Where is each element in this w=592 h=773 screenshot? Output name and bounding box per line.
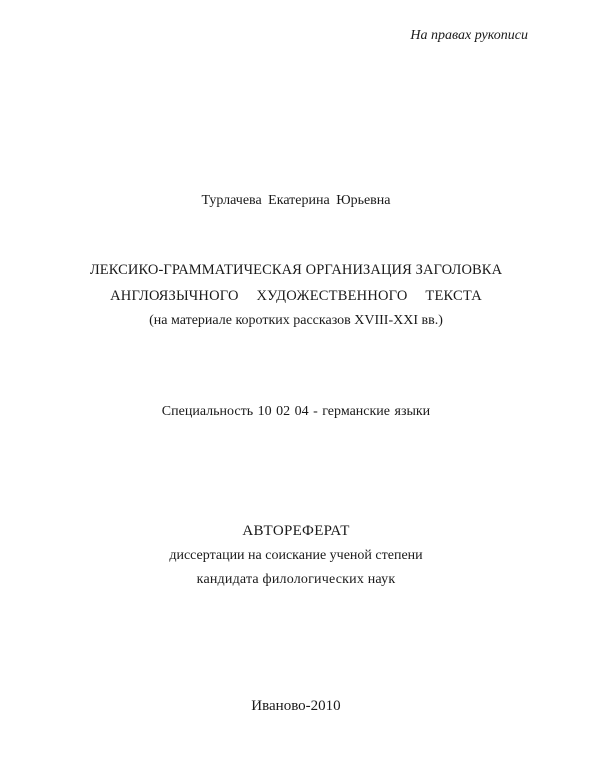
title-line-1: ЛЕКСИКО-ГРАММАТИЧЕСКАЯ ОРГАНИЗАЦИЯ ЗАГОЛОВКА (89, 262, 503, 278)
degree-line-1: диссертации на соискание ученой степени (169, 548, 423, 563)
specialty-line: Специальность 10 02 04 - германские языки (161, 404, 431, 419)
degree-line-2: кандидата филологических наук (196, 572, 396, 587)
author-name: Турлачева Екатерина Юрьевна (201, 193, 391, 208)
title-line-2: АНГЛОЯЗЫЧНОГО ХУДОЖЕСТВЕННОГО ТЕКСТА (110, 288, 482, 304)
title-subtitle: (на материале коротких рассказов XVIII-XXI вв.) (149, 313, 443, 328)
city-year: Иваново-2010 (251, 698, 341, 714)
rights-note: На правах рукописи (410, 28, 528, 43)
document-type: АВТОРЕФЕРАТ (242, 523, 350, 539)
